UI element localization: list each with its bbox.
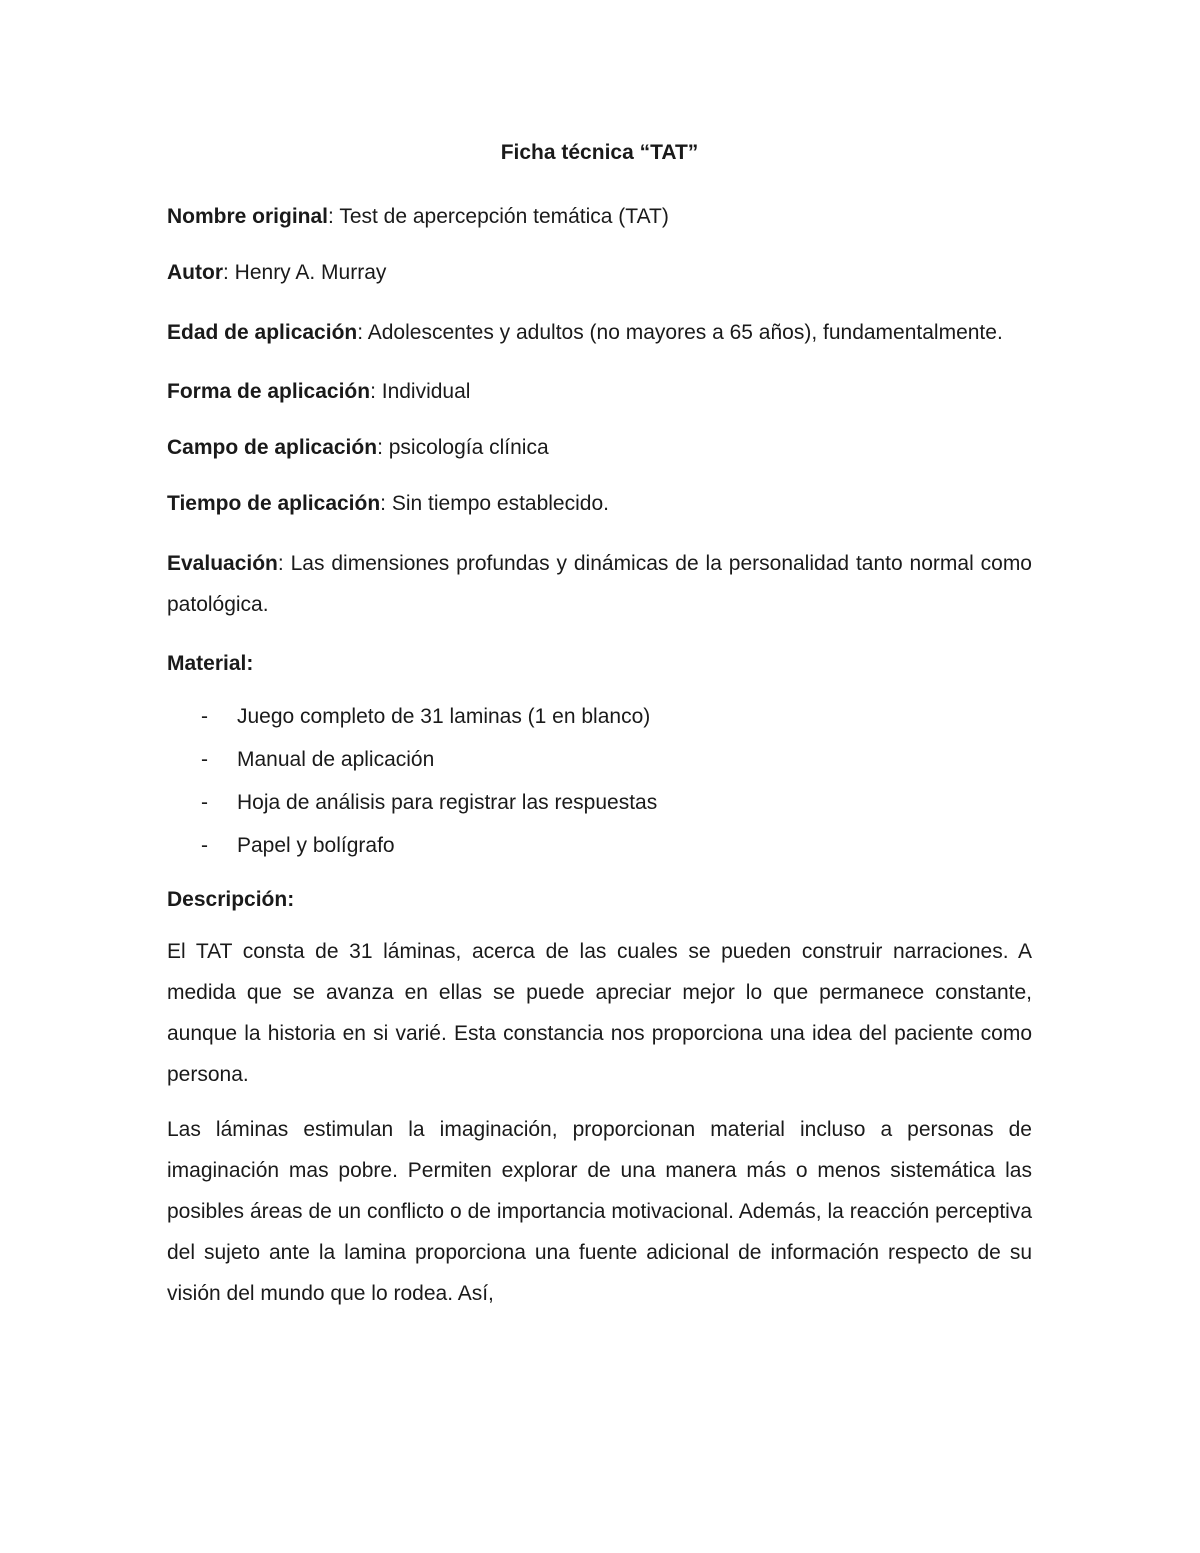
bullet-dash: - (201, 791, 208, 814)
list-item (167, 781, 1032, 824)
field-value: : Henry A. Murray (223, 261, 387, 284)
field-label: Autor (167, 261, 223, 284)
material-list (167, 695, 1032, 867)
field-value: : Adolescentes y adultos (no mayores a 65 años), fundamentalmente. (357, 321, 1003, 344)
field-tiempo-de-aplicacion (167, 487, 1032, 521)
material-heading: Material: (167, 652, 254, 675)
field-campo-de-aplicacion (167, 431, 1032, 465)
field-value: : Test de apercepción temática (TAT) (328, 205, 669, 228)
list-item-text: Hoja de análisis para registrar las respuestas (237, 791, 658, 814)
bullet-dash: - (201, 705, 208, 728)
field-label: Evaluación (167, 552, 278, 575)
field-label: Edad de aplicación (167, 321, 358, 344)
list-item-text: Juego completo de 31 laminas (1 en blanco) (237, 705, 651, 728)
list-item-text: Manual de aplicación (237, 748, 435, 771)
field-autor (167, 256, 1032, 290)
descripcion-heading: Descripción: (167, 888, 295, 911)
descripcion-paragraph: Las láminas estimulan la imaginación, proporcionan material incluso a personas de imaginación mas pobre. Permiten explorar de una manera más o menos sistemática las posibles áreas de un conflicto o de importancia motivacional. Además, la reacción perceptiva del sujeto ante la lamina proporciona una fuente adicional de información respecto de su visión del mundo que lo rodea. Así, (167, 1118, 1032, 1305)
field-value: : Las dimensiones profundas y dinámicas de la personalidad tanto normal como patológica. (167, 552, 1032, 616)
list-item-text: Papel y bolígrafo (237, 834, 395, 857)
field-edad-de-aplicacion (167, 312, 1032, 353)
field-label: Forma de aplicación (167, 380, 371, 403)
field-evaluacion (167, 543, 1032, 625)
field-value: : Individual (370, 380, 471, 403)
list-item (167, 824, 1032, 867)
document-body (167, 136, 1032, 1328)
descripcion-paragraph: El TAT consta de 31 láminas, acerca de las cuales se pueden construir narraciones. A medida que se avanza en ellas se puede apreciar mejor lo que permanece constante, aunque la historia en si varié. Esta constancia nos proporciona una idea del paciente como persona. (167, 940, 1032, 1086)
field-label: Nombre original (167, 205, 329, 228)
list-item (167, 695, 1032, 738)
field-label: Campo de aplicación (167, 436, 378, 459)
bullet-dash: - (201, 748, 208, 771)
list-item (167, 738, 1032, 781)
field-nombre-original (167, 200, 1032, 234)
field-value: : Sin tiempo establecido. (380, 492, 609, 515)
bullet-dash: - (201, 834, 208, 857)
field-value: : psicología clínica (377, 436, 549, 459)
field-forma-de-aplicacion (167, 375, 1032, 409)
field-label: Tiempo de aplicación (167, 492, 381, 515)
page-title: Ficha técnica “TAT” (500, 141, 699, 164)
